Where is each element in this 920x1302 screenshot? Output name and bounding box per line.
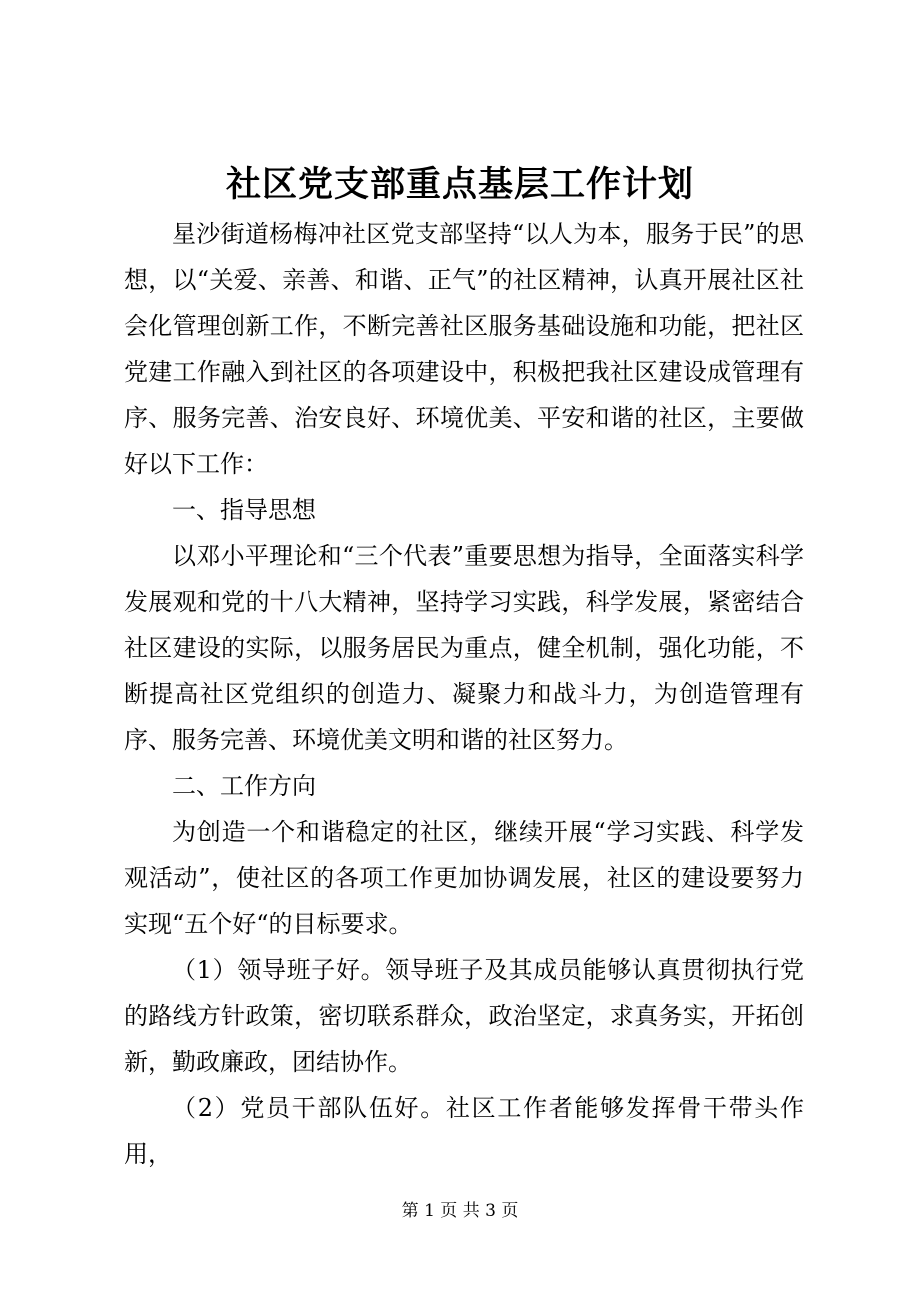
page-number: 第 1 页 共 3 页 [401,1201,519,1221]
list-item-leadership: （1）领导班子好。领导班子及其成员能够认真贯彻执行党的路线方针政策，密切联系群众，政治坚定，求真务实，开拓创新，勤政廉政，团结协作。 [124,956,804,1076]
paragraph-work-direction: 为创造一个和谐稳定的社区，继续开展“学习实践、科学发观活动”，使社区的各项工作更加协调发展，社区的建设要努力实现“五个好“的目标要求。 [124,818,804,938]
paragraph-intro: 星沙街道杨梅冲社区党支部坚持“以人为本，服务于民”的思想，以“关爱、亲善、和谐、正气”的社区精神，认真开展社区社会化管理创新工作，不断完善社区服务基础设施和功能，把社区党建工作融入到社区的各项建设中，积极把我社区建设成管理有序、服务完善、治安良好、环境优美、平安和谐的社区，主要做好以下工作： [124,220,804,478]
page-footer [0,1198,920,1224]
document-body [124,211,804,1177]
section-heading-work-direction: 二、工作方向 [172,772,316,800]
list-item-cadre-team: （2）党员干部队伍好。社区工作者能够发挥骨干带头作用， [124,1094,804,1168]
section-heading-guiding-ideology: 一、指导思想 [172,496,316,524]
document-title: 社区党支部重点基层工作计划 [225,164,694,205]
paragraph-guiding-ideology: 以邓小平理论和“三个代表”重要思想为指导，全面落实科学发展观和党的十八大精神，坚持学习实践，科学发展，紧密结合社区建设的实际，以服务居民为重点，健全机制，强化功能，不断提高社区党组织的创造力、凝聚力和战斗力，为创造管理有序、服务完善、环境优美文明和谐的社区努力。 [124,542,804,754]
